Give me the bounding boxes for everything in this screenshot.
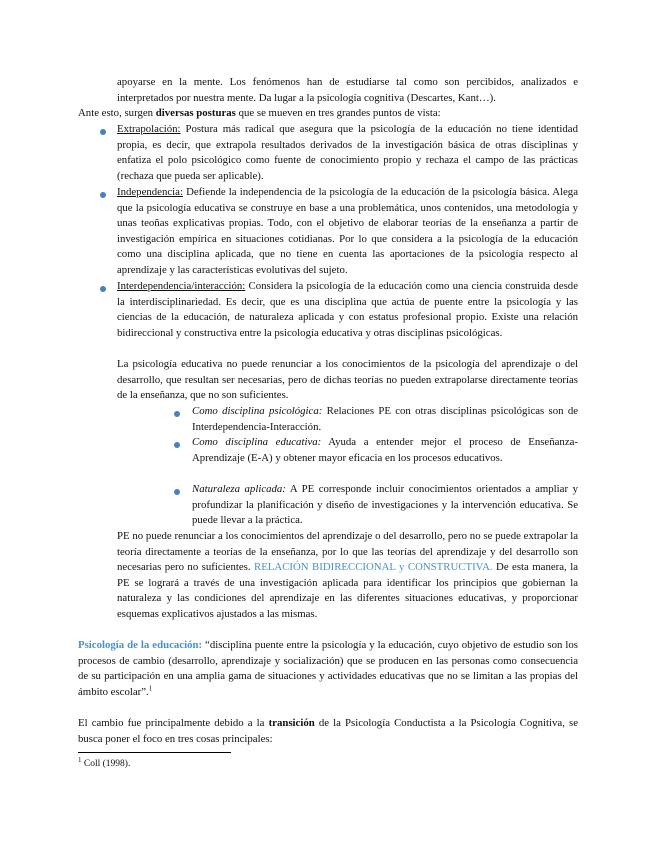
sub-point-disciplina-psicologica: Como disciplina psicológica: Relaciones PE con otras disciplinas psicológicas son de Interdependencia-Interacción. — [192, 405, 579, 433]
bullet-icon — [100, 192, 106, 198]
footnote-divider — [78, 752, 231, 753]
pe-summary: PE no puede renunciar a los conocimientos del aprendizaje o del desarrollo, pero no se puede extrapolar la teoría directamente a teorías de la enseñanza, por lo que las teorías del aprendizaje y del desarrollo son necesarias pero no suficientes. RELACIÓN BIDIRECCIONAL y CONSTRUCTIVA. De esta manera, la PE se logrará a través de una investigación aplicada para identificar los principios que gobiernan la naturaleza y las condiciones del aprendizaje en las diferentes situaciones educativas, y proporcionar esquemas explicativos ajustados a las mismas. — [117, 530, 578, 620]
posture-interdependencia: Interdependencia/interacción: Considera la psicología de la educación como una ciencia construida desde la interdisciplinariedad. Es decir, que es una disciplina que actúa de puente entre la psicología y las ciencias de la educación, de naturaleza aplicada y con estatus profesional propio. Existe una relación bidireccional y constructiva entre la psicología educativa y otras disciplinas psicológicas. — [117, 280, 578, 339]
sub-point-disciplina-educativa: Como disciplina educativa: Ayuda a entender mejor el proceso de Enseñanza-Aprendizaje (E-A) y obtener mayor eficacia en los procesos educativos. — [192, 436, 578, 464]
interdependence-note: La psicología educativa no puede renunciar a los conocimientos de la psicología del aprendizaje o del desarrollo, que resultan ser necesarias, pero de dichas teorías no pueden extrapolarse directamente teorías de la enseñanza, que no son suficientes. — [117, 358, 578, 402]
bullet-icon — [174, 489, 180, 495]
intro-continuation: apoyarse en la mente. Los fenómenos han de estudiarse tal como son percibidos, analizados e interpretados por nuestra mente. Da lugar a la psicología cognitiva (Descartes, Kant…). — [117, 76, 578, 104]
footnote: $^1$ Coll (1998). — [78, 755, 131, 769]
bullet-icon — [174, 442, 180, 448]
definition-paragraph: Psicología de la educación: “disciplina puente entre la psicología y la educación, cuyo objetivo de estudio son los procesos de cambio (desarrollo, aprendizaje y socialización) que se producen en las personas como consecuencia de su participación en una amplia gama de situaciones y actividades educativas que no se limitan a las propias del ámbito escolar”.$^1$ — [78, 639, 578, 698]
bullet-icon — [100, 129, 106, 135]
bullet-icon — [100, 286, 106, 292]
sub-point-naturaleza-aplicada: Naturaleza aplicada: A PE corresponde incluir conocimientos orientados a ampliar y profundizar la planificación y diseño de investigaciones y la intervención educativa. Se puede llevar a la práctica. — [192, 483, 578, 527]
posture-independencia: Independencia: Defiende la independencia de la psicología de la educación de la psicología básica. Alega que la psicología educativa se construye en base a una problemática, unos contenidos, una metodología y unas teoñas explicativas propias. Todo, con el objetivo de elaborar teorías de la enseñanza a partir de investigación empírica en situaciones cotidianas. Por lo que considera a la psicología de la educación como una disciplina aplicada, que no tiene en cuenta las aportaciones de la psicología respecto al aprendizaje y las características evolutivas del sujeto. — [117, 186, 578, 276]
posture-extrapolacion: Extrapolación: Postura más radical que asegura que la psicología de la educación no tiene identidad propia, es decir, que extrapola resultados derivados de la investigación básica de otras disciplinas y enfatiza el polo psicológico como fuente de conocimiento propio y rechaza el campo de las prácticas (rechaza que pueda ser aplicable). — [117, 123, 578, 182]
transition-paragraph: El cambio fue principalmente debido a la transición de la Psicología Conductista a la Psicología Cognitiva, se busca poner el foco en tres cosas principales: — [78, 717, 578, 745]
bullet-icon — [174, 411, 180, 417]
postures-intro: Ante esto, surgen diversas posturas que se mueven en tres grandes puntos de vista: — [78, 107, 441, 119]
